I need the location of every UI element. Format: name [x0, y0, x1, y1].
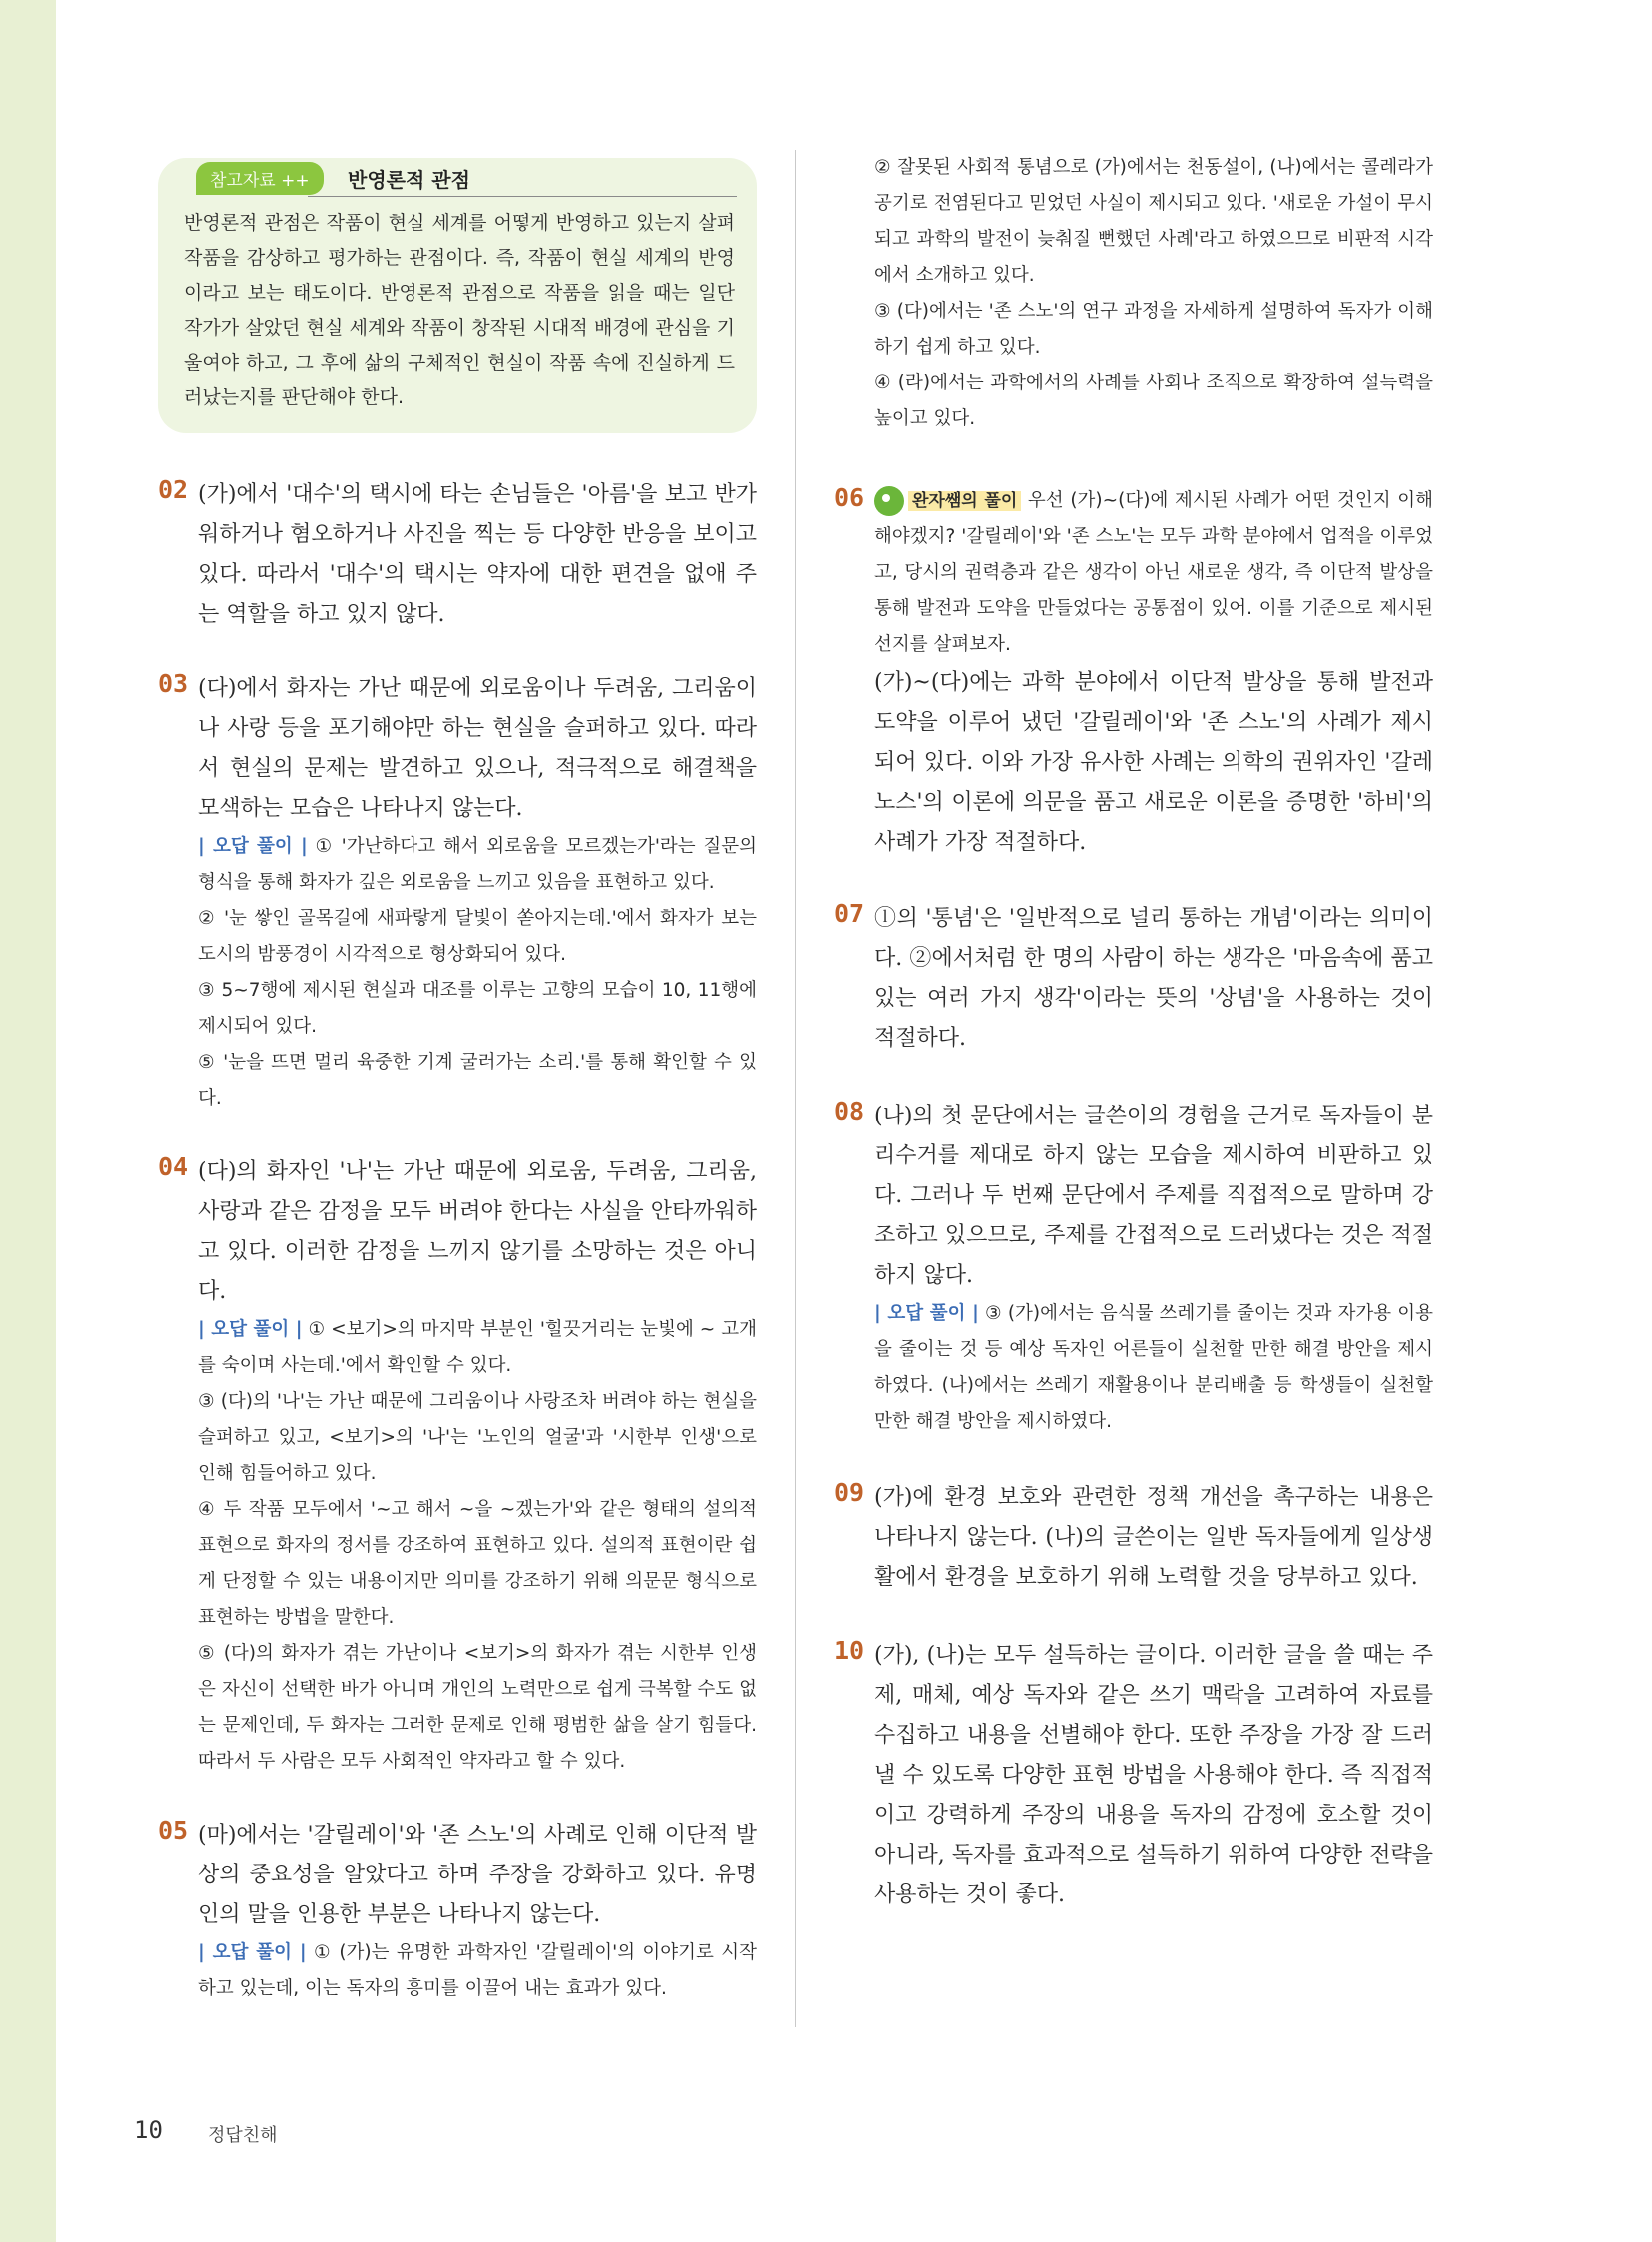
answer-text: (다)에서 화자는 가난 때문에 외로움이나 두려움, 그리움이나 사랑 등을 포기해야만 하는 현실을 슬퍼하고 있다. 따라서 현실의 문제는 발견하고 있으나, 적극적으로 해결책을 모색하는 모습은 나타나지 않는다. — [198, 676, 757, 821]
question-02 — [158, 475, 757, 635]
explanation-item: ③ 5~7행에 제시된 현실과 대조를 이루는 고향의 모습이 10, 11행에 제시되어 있다. — [198, 980, 757, 1037]
explanation-item: ④ (라)에서는 과학에서의 사례를 사회나 조직으로 확장하여 설득력을 높이고 있다. — [874, 373, 1433, 429]
question-03 — [158, 669, 757, 1117]
wrong-answer-label: | 오답 풀이 | — [198, 1319, 303, 1340]
question-09 — [834, 1478, 1433, 1598]
column-divider — [795, 150, 796, 2027]
question-06 — [834, 483, 1433, 863]
question-number: 04 — [158, 1152, 189, 1181]
tutor-badge: 완자쌤의 풀이 — [908, 491, 1021, 511]
question-number: 02 — [158, 475, 189, 504]
wrong-answer-label: | 오답 풀이 | — [874, 1303, 979, 1324]
reference-rule — [308, 196, 737, 197]
explanation-item: ② 잘못된 사회적 통념으로 (가)에서는 천동설이, (나)에서는 콜레라가 공기로 전염된다고 믿었던 사실이 제시되고 있다. '새로운 가설이 무시되고 과학의 발전이 늦춰질 뻔했던 사례'라고 하였으므로 비판적 시각에서 소개하고 있다. — [874, 157, 1433, 286]
question-number: 08 — [834, 1097, 865, 1125]
explanation-item: ① <보기>의 마지막 부분인 '힐끗거리는 눈빛에 ~ 고개를 숙이며 사는데.'에서 확인할 수 있다. — [198, 1319, 757, 1376]
reference-body: 반영론적 관점은 작품이 현실 세계를 어떻게 반영하고 있는지 살펴 작품을 감상하고 평가하는 관점이다. 즉, 작품이 현실 세계의 반영이라고 보는 태도이다. 반영론적 관점으로 작품을 읽을 때는 일단 작가가 살았던 현실 세계와 작품이 창작된 시대적 배경에 관심을 기울여야 하고, 그 후에 삶의 구체적인 현실이 작품 속에 진실하게 드러났는지를 판단해야 한다. — [184, 212, 735, 408]
side-strip — [0, 0, 56, 2242]
left-column — [158, 158, 757, 2007]
tutor-text: 우선 (가)~(다)에 제시된 사례가 어떤 것인지 이해해야겠지? '갈릴레이'와 '존 스노'는 모두 과학 분야에서 업적을 이루었고, 당시의 권력층과 같은 생각이 아닌 새로운 생각, 즉 이단적 발상을 통해 발전과 도약을 만들었다는 공통점이 있어. 이를 기준으로 제시된 선지를 살펴보자. — [874, 490, 1433, 655]
question-number: 10 — [834, 1636, 865, 1665]
explanation-item: ③ (다)에서는 '존 스노'의 연구 과정을 자세하게 설명하여 독자가 이해하기 쉽게 하고 있다. — [874, 301, 1433, 358]
explanation-item: ③ (가)에서는 음식물 쓰레기를 줄이는 것과 자가용 이용을 줄이는 것 등 예상 독자인 어른들이 실천할 만한 해결 방안을 제시하였다. (나)에서는 쓰레기 재활용이나 분리배출 등 학생들이 실천할 만한 해결 방안을 제시하였다. — [874, 1303, 1433, 1432]
explanation-item: ⑤ (다)의 화자가 겪는 가난이나 <보기>의 화자가 겪는 시한부 인생은 자신이 선택한 바가 아니며 개인의 노력만으로 쉽게 극복할 수도 없는 문제인데, 두 화자는 그러한 문제로 인해 평범한 삶을 살기 힘들다. 따라서 두 사람은 모두 사회적인 약자라고 할 수 있다. — [198, 1643, 757, 1772]
question-05-continued — [834, 150, 1433, 437]
mascot-icon — [874, 486, 904, 516]
answer-text: (가), (나)는 모두 설득하는 글이다. 이러한 글을 쓸 때는 주제, 매체, 예상 독자와 같은 쓰기 맥락을 고려하여 자료를 수집하고 내용을 선별해야 한다. 또한 주장을 가장 잘 드러낼 수 있도록 다양한 표현 방법을 사용해야 한다. 즉 직접적이고 강력하게 주장의 내용을 독자의 감정에 호소할 것이 아니라, 독자를 효과적으로 설득하기 위하여 다양한 전략을 사용하는 것이 좋다. — [874, 1643, 1433, 1907]
answer-text: (마)에서는 '갈릴레이'와 '존 스노'의 사례로 인해 이단적 발상의 중요성을 알았다고 하며 주장을 강화하고 있다. 유명인의 말을 인용한 부분은 나타나지 않는다. — [198, 1823, 757, 1927]
question-number: 07 — [834, 899, 865, 928]
explanation-item: ③ (다)의 '나'는 가난 때문에 그리움이나 사랑조차 버려야 하는 현실을 슬퍼하고 있고, <보기>의 '나'는 '노인의 얼굴'과 '시한부 인생'으로 인해 힘들어하고 있다. — [198, 1391, 757, 1484]
explanation-item: ② '눈 쌓인 골목길에 새파랗게 달빛이 쏟아지는데.'에서 화자가 보는 도시의 밤풍경이 시각적으로 형상화되어 있다. — [198, 908, 757, 965]
question-number: 09 — [834, 1478, 865, 1507]
explanation-item: ④ 두 작품 모두에서 '~고 해서 ~을 ~겠는가'와 같은 형태의 설의적 표현으로 화자의 정서를 강조하여 표현하고 있다. 설의적 표현이란 쉽게 단정할 수 있는 내용이지만 의미를 강조하기 위해 의문문 형식으로 표현하는 방법을 말한다. — [198, 1499, 757, 1628]
question-08 — [834, 1097, 1433, 1440]
explanation-item: ① (가)는 유명한 과학자인 '갈릴레이'의 이야기로 시작하고 있는데, 이는 독자의 흥미를 이끌어 내는 효과가 있다. — [198, 1942, 757, 1999]
question-number: 05 — [158, 1816, 189, 1845]
question-04 — [158, 1152, 757, 1780]
question-number: 03 — [158, 669, 189, 698]
question-07 — [834, 899, 1433, 1059]
question-number: 06 — [834, 483, 865, 512]
answer-text: (가)~(다)에는 과학 분야에서 이단적 발상을 통해 발전과 도약을 이루어 냈던 '갈릴레이'와 '존 스노'의 사례가 제시되어 있다. 이와 가장 유사한 사례는 의학의 권위자인 '갈레노스'의 이론에 의문을 품고 새로운 이론을 증명한 '하비'의 사례가 가장 적절하다. — [874, 670, 1433, 855]
right-column — [834, 150, 1433, 1915]
wrong-answer-explanation — [198, 1312, 757, 1780]
tutor-explanation — [874, 483, 1433, 663]
page-number: 10 — [134, 2116, 163, 2144]
answer-text: (가)에 환경 보호와 관련한 정책 개선을 촉구하는 내용은 나타나지 않는다. (나)의 글쓴이는 일반 독자들에게 일상생활에서 환경을 보호하기 위해 노력할 것을 당부하고 있다. — [874, 1485, 1433, 1590]
wrong-answer-explanation — [874, 1296, 1433, 1440]
answer-text: (다)의 화자인 '나'는 가난 때문에 외로움, 두려움, 그리움, 사랑과 같은 감정을 모두 버려야 한다는 사실을 안타까워하고 있다. 이러한 감정을 느끼지 않기를 소망하는 것은 아니다. — [198, 1159, 757, 1304]
reference-box — [158, 158, 757, 433]
answer-text: (가)에서 '대수'의 택시에 타는 손님들은 '아름'을 보고 반가워하거나 혐오하거나 사진을 찍는 등 다양한 반응을 보이고 있다. 따라서 '대수'의 택시는 약자에 대한 편견을 없애 주는 역할을 하고 있지 않다. — [198, 482, 757, 627]
wrong-answer-explanation — [198, 1935, 757, 2007]
explanation-item: ⑤ '눈을 뜨면 멀리 육중한 기계 굴러가는 소리.'를 통해 확인할 수 있다. — [198, 1052, 757, 1109]
explanation-item: ① '가난하다고 해서 외로움을 모르겠는가'라는 질문의 형식을 통해 화자가 깊은 외로움을 느끼고 있음을 표현하고 있다. — [198, 836, 757, 893]
wrong-answer-label: | 오답 풀이 | — [198, 1942, 307, 1963]
answer-text: ⓛ의 '통념'은 '일반적으로 널리 통하는 개념'이라는 의미이다. ②에서처럼 한 명의 사람이 하는 생각은 '마음속에 품고 있는 여러 가지 생각'이라는 뜻의 '상념'을 사용하는 것이 적절하다. — [874, 906, 1433, 1051]
question-05 — [158, 1816, 757, 2007]
wrong-answer-label: | 오답 풀이 | — [198, 836, 308, 857]
reference-title: 반영론적 관점 — [348, 168, 470, 192]
answer-text: (나)의 첫 문단에서는 글쓴이의 경험을 근거로 독자들이 분리수거를 제대로 하지 않는 모습을 제시하여 비판하고 있다. 그러나 두 번째 문단에서 주제를 직접적으로 말하며 강조하고 있으므로, 주제를 간접적으로 드러냈다는 것은 적절하지 않다. — [874, 1104, 1433, 1288]
reference-tag: 참고자료 ++ — [196, 162, 324, 195]
footer-label: 정답친해 — [208, 2125, 278, 2146]
wrong-answer-explanation — [198, 829, 757, 1117]
question-10 — [834, 1636, 1433, 1915]
